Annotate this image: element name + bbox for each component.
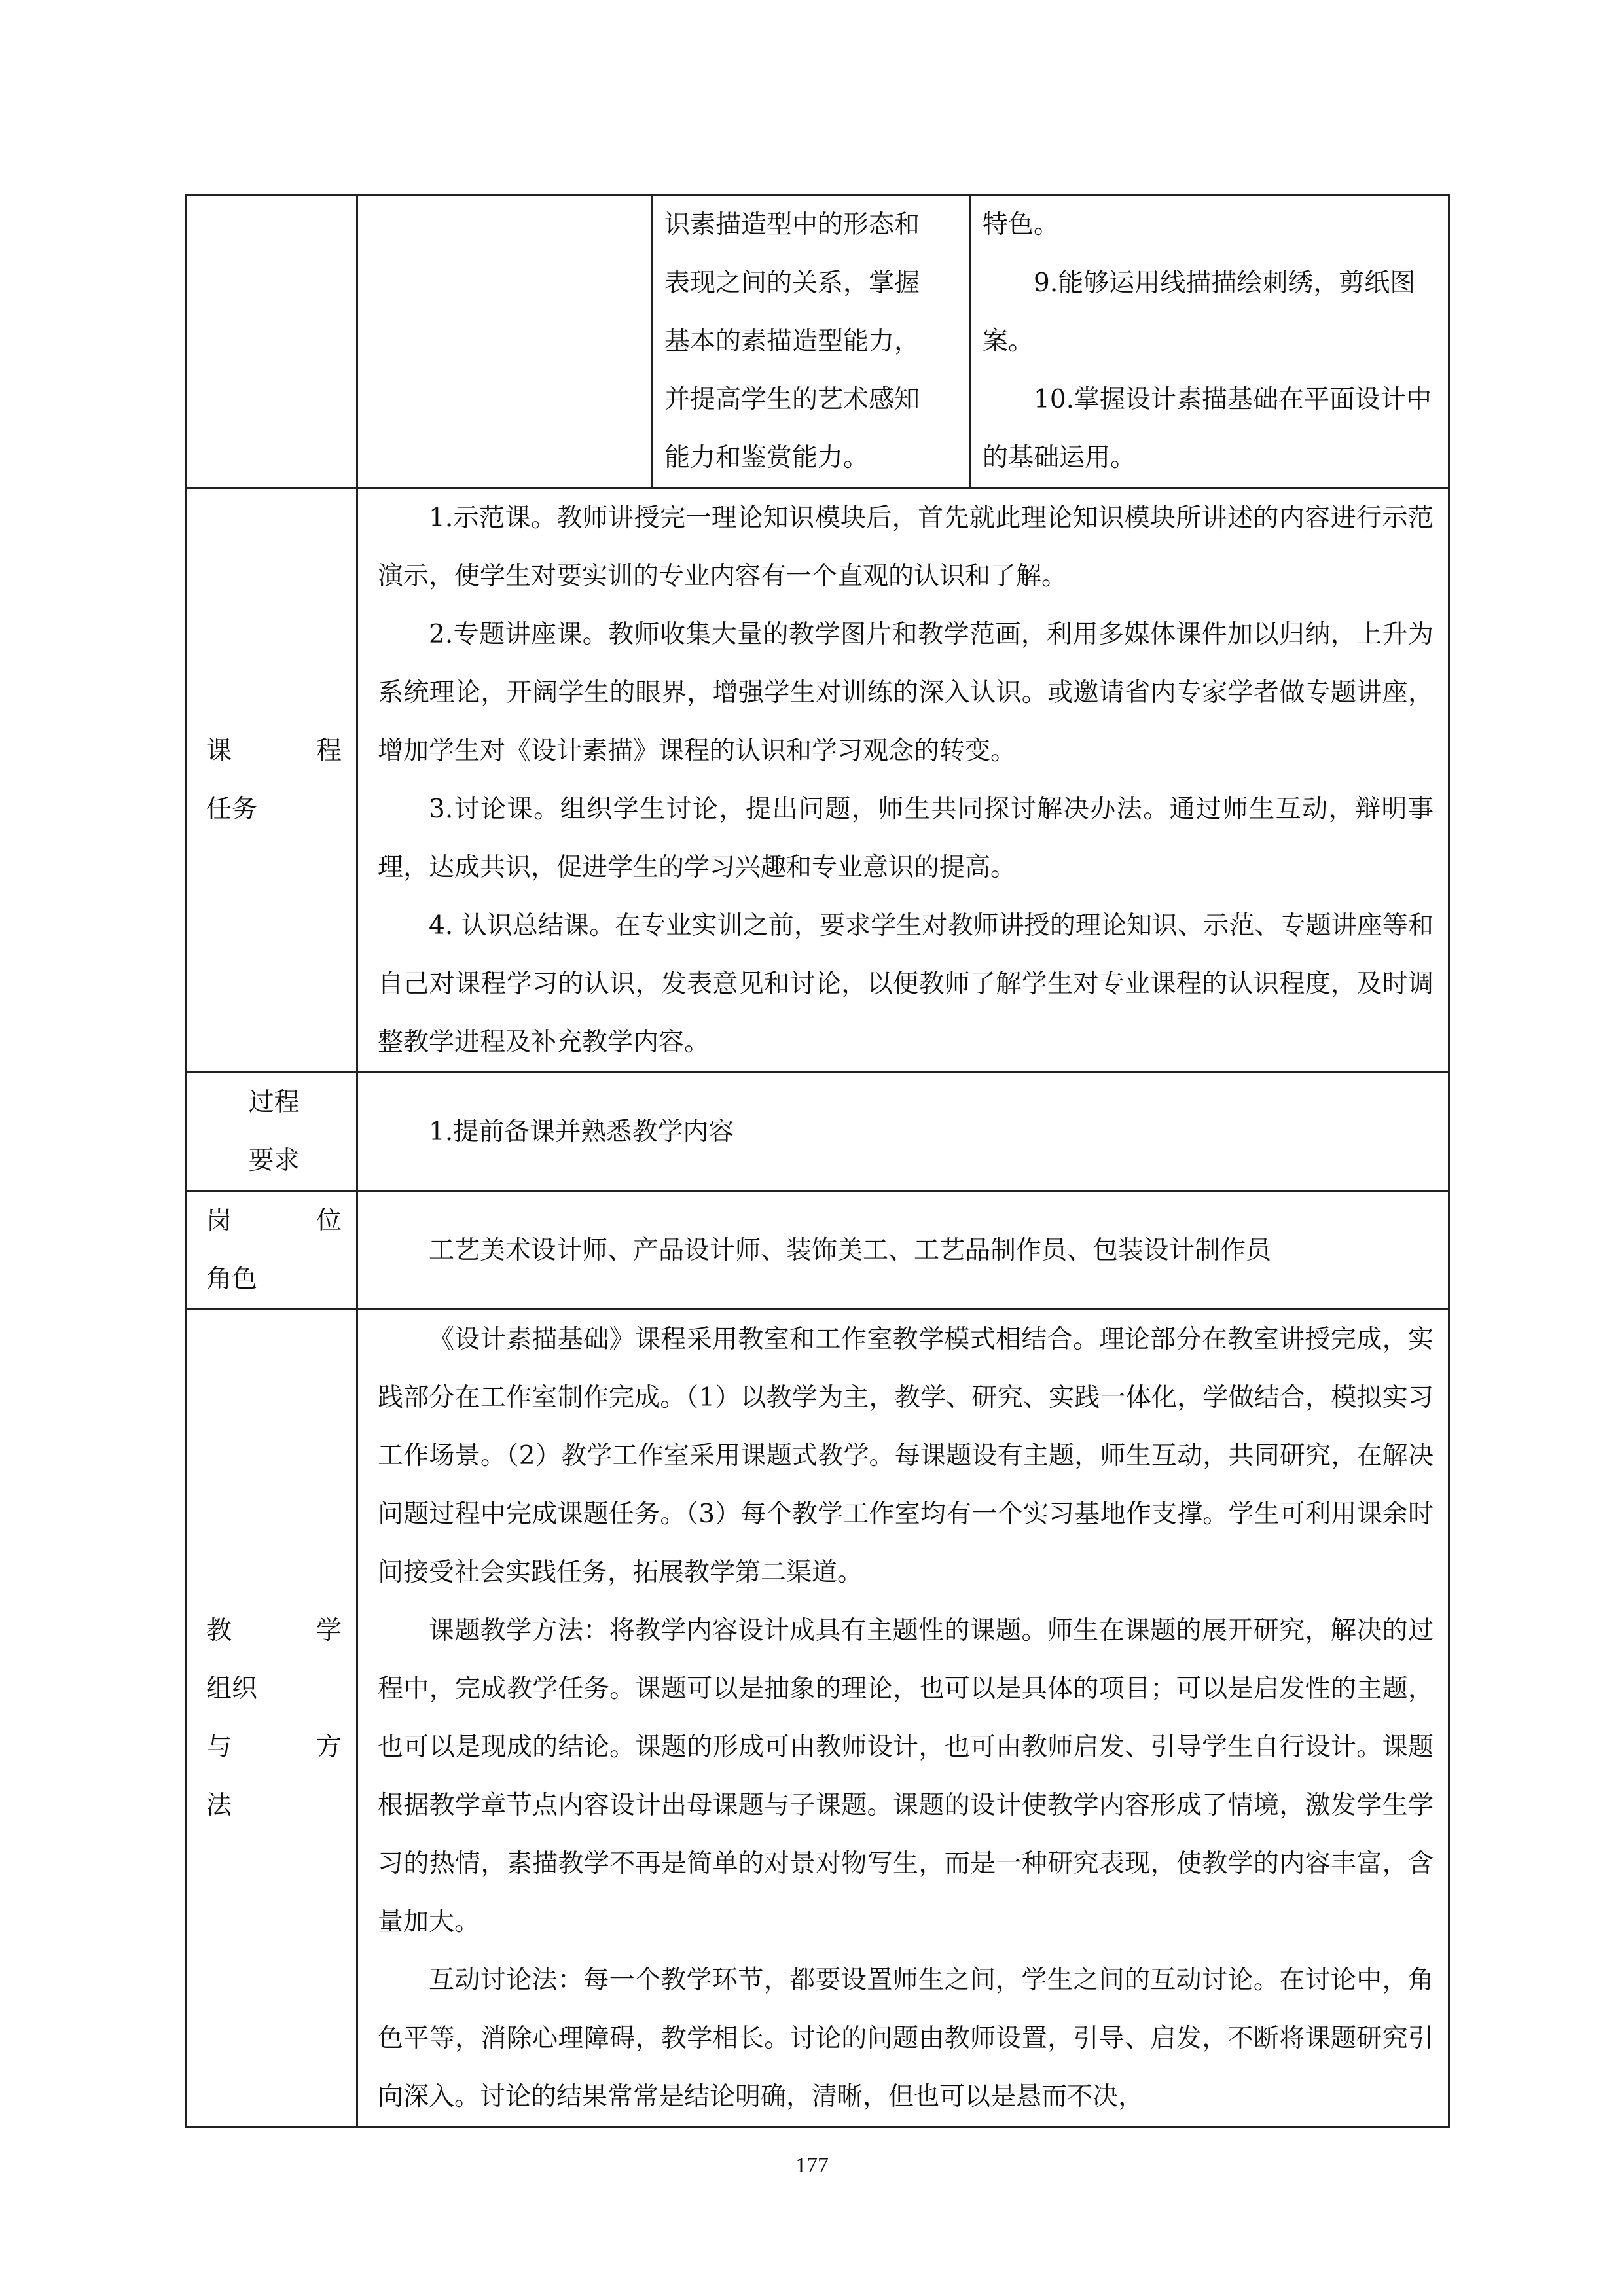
table-row-objectives [186,195,1449,488]
roles-text: 工艺美术设计师、产品设计师、装饰美工、工艺品制作员、包装设计制作员 [429,1235,1272,1265]
empty-cell [357,195,652,488]
skill-paragraph: 10.掌握设计素描基础在平面设计中的基础运用。 [983,385,1432,473]
objective-line: 识素描造型中的形态和 [664,210,920,240]
label-line: 与 方 [206,1732,342,1762]
label-line: 岗 位 [206,1206,342,1236]
process-text: 1.提前备课并熟悉教学内容 [429,1117,734,1147]
objective-line: 能力和鉴赏能力。 [664,443,869,473]
objective-line: 表现之间的关系，掌握 [664,268,920,298]
label-line: 教 学 [206,1616,342,1645]
label-line: 课 程 [206,736,342,766]
skill-paragraph: 特色。 [983,210,1060,240]
label-line: 角色 [206,1265,258,1294]
row-label-roles [186,1191,357,1310]
label-line: 要求 [248,1146,300,1175]
course-tasks-content [357,488,1449,1073]
label-line: 过程 [248,1088,300,1117]
table-row-methods [186,1310,1449,2127]
method-paragraph: 互动讨论法：每一个教学环节，都要设置师生之间，学生之间的互动讨论。在讨论中，角色平等，消除心理障碍，教学相长。讨论的问题由教师设置，引导、启发，不断将课题研究引向深入。讨论的结果常常是结论明确，清晰，但也可以是悬而不决， [378,1965,1434,2111]
task-paragraph: 2.专题讲座课。教师收集大量的教学图片和教学范画，利用多媒体课件加以归纳，上升为系统理论，开阔学生的眼界，增强学生对训练的深入认识。或邀请省内专家学者做专题讲座，增加学生对《设计素描》课程的认识和学习观念的转变。 [378,620,1434,766]
empty-label-cell [186,195,357,488]
objective-line: 并提高学生的艺术感知 [664,385,920,414]
label-line: 法 [206,1791,232,1820]
table-row-roles [186,1191,1449,1310]
label-line: 任务 [206,795,258,824]
objective-cell-skills [970,195,1449,488]
roles-content [357,1191,1449,1310]
task-paragraph: 3.讨论课。组织学生讨论，提出问题，师生共同探讨解决办法。通过师生互动，辩明事理，达成共识，促进学生的学习兴趣和专业意识的提高。 [378,795,1434,882]
table-row-course-tasks [186,488,1449,1073]
page-number: 177 [795,2153,829,2178]
row-label-process [186,1073,357,1191]
task-paragraph: 1.示范课。教师讲授完一理论知识模块后，首先就此理论知识模块所讲述的内容进行示范演示，使学生对要实训的专业内容有一个直观的认识和了解。 [378,503,1434,591]
row-label-methods [186,1310,357,2127]
skill-paragraph: 9.能够运用线描描绘刺绣，剪纸图案。 [983,268,1416,356]
objective-cell-ability [652,195,970,488]
label-line: 组织 [206,1674,258,1704]
method-paragraph: 课题教学方法：将教学内容设计成具有主题性的课题。师生在课题的展开研究，解决的过程中，完成教学任务。课题可以是抽象的理论，也可以是具体的项目；可以是启发性的主题，也可以是现成的结论。课题的形成可由教师设计，也可由教师启发、引导学生自行设计。课题根据教学章节点内容设计出母课题与子课题。课题的设计使教学内容形成了情境，激发学生学习的热情，素描教学不再是简单的对景对物写生，而是一种研究表现，使教学的内容丰富，含量加大。 [378,1616,1434,1937]
methods-content [357,1310,1449,2127]
process-content [357,1073,1449,1191]
course-table [185,194,1450,2128]
row-label-course-tasks [186,488,357,1073]
objective-line: 基本的素描造型能力， [664,327,920,356]
table-row-process [186,1073,1449,1191]
method-paragraph: 《设计素描基础》课程采用教室和工作室教学模式相结合。理论部分在教室讲授完成，实践部分在工作室制作完成。（1）以教学为主，教学、研究、实践一体化，学做结合，模拟实习工作场景。（2）教学工作室采用课题式教学。每课题设有主题，师生互动，共同研究，在解决问题过程中完成课题任务。（3）每个教学工作室均有一个实习基地作支撑。学生可利用课余时间接受社会实践任务，拓展教学第二渠道。 [378,1325,1434,1587]
task-paragraph: 4. 认识总结课。在专业实训之前，要求学生对教师讲授的理论知识、示范、专题讲座等和自己对课程学习的认识，发表意见和讨论，以便教师了解学生对专业课程的认识程度，及时调整教学进程及补充教学内容。 [378,911,1434,1057]
